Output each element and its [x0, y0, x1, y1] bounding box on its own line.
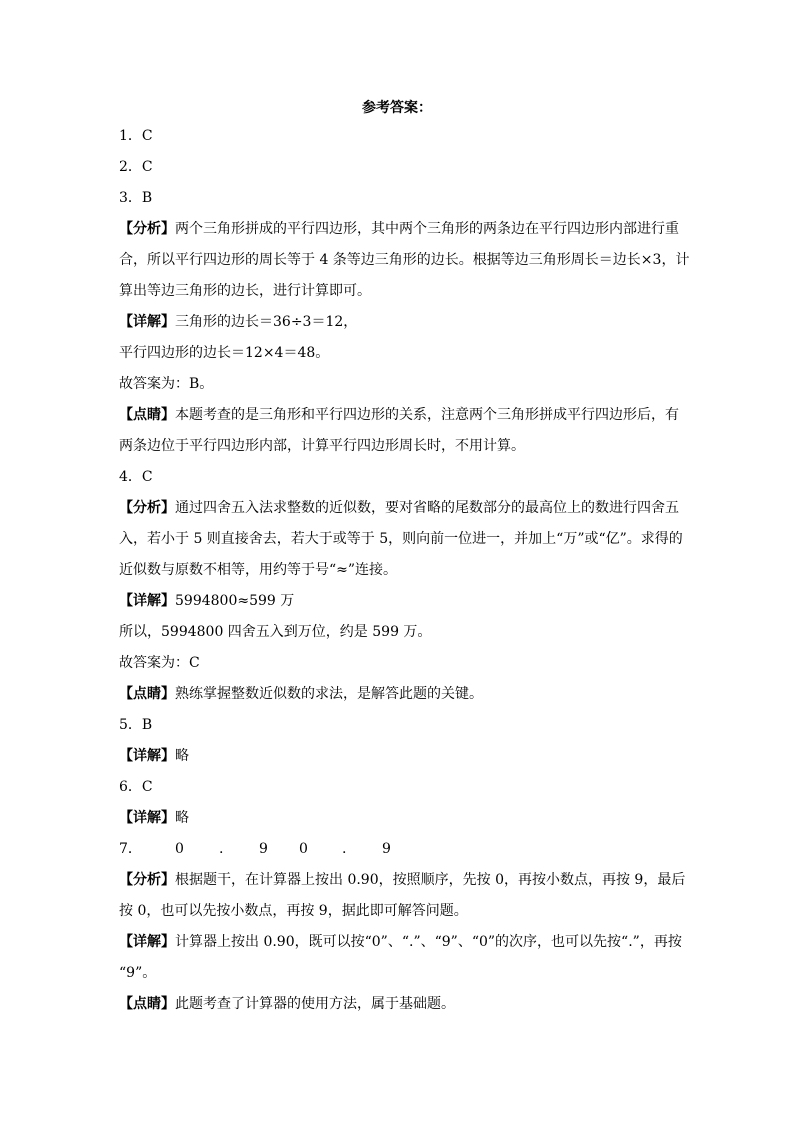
- answer-7-blank-2: .: [219, 841, 224, 857]
- detail-tag: 【详解】: [119, 810, 175, 826]
- q7-detail-line-2: “9”。: [119, 965, 157, 981]
- comment-tag: 【点睛】: [119, 407, 175, 423]
- detail-tag: 【详解】: [119, 748, 175, 764]
- answer-5: 5．B: [119, 717, 153, 733]
- answer-7-blank-5: .: [342, 841, 347, 857]
- q3-analysis-line-1: [119, 214, 679, 245]
- q7-analysis-text-1: 根据题干，在计算器上按出 0.90，按照顺序，先按 0，再按小数点，再按 9，最后: [175, 872, 686, 888]
- detail-tag: 【详解】: [119, 593, 175, 609]
- answer-3: 3．B: [119, 190, 153, 206]
- q7-comment-text-1: 此题考查了计算器的使用方法，属于基础题。: [175, 996, 455, 1012]
- q7-detail-text-1: 计算器上按出 0.90，既可以按“0”、“.”、“9”、“0”的次序，也可以先按“.”，再按: [175, 934, 682, 950]
- q4-comment-line-1: [119, 679, 679, 710]
- q5-detail-line-1: [119, 741, 679, 772]
- q3-comment-line-1: [119, 400, 679, 431]
- q6-detail-text-1: 略: [175, 810, 189, 826]
- q3-comment-line-2: 两条边位于平行四边形内部，计算平行四边形周长时，不用计算。: [119, 438, 525, 454]
- q7-detail-line-1: [119, 927, 682, 958]
- answer-7-blank-6: 9: [382, 841, 391, 857]
- answer-2: 2．C: [119, 159, 153, 175]
- q4-answer: 故答案为：C: [119, 655, 200, 671]
- q4-analysis-line-1: [119, 493, 679, 524]
- answer-1: 1．C: [119, 128, 153, 144]
- q4-comment-text-1: 熟练掌握整数近似数的求法，是解答此题的关键。: [175, 686, 483, 702]
- q3-detail-line-2: 平行四边形的边长＝12×4＝48。: [119, 345, 330, 361]
- answer-7: [119, 834, 679, 865]
- q6-detail-line-1: [119, 803, 679, 834]
- q4-analysis-line-2: 入，若小于 5 则直接舍去，若大于或等于 5，则向前一位进一，并加上“万”或“亿”。求得的: [119, 531, 683, 547]
- answer-7-blank-4: 0: [299, 841, 308, 857]
- q3-analysis-text-1: 两个三角形拼成的平行四边形，其中两个三角形的两条边在平行四边形内部进行重: [175, 221, 679, 237]
- q4-detail-line-2: 所以，5994800 四舍五入到万位，约是 599 万。: [119, 624, 432, 640]
- answer-7-blank-3: 9: [259, 841, 268, 857]
- q4-detail-line-1: [119, 586, 679, 617]
- q7-comment-line-1: [119, 989, 679, 1020]
- answer-4: 4．C: [119, 469, 153, 485]
- page-title: 参考答案：: [362, 100, 432, 116]
- answer-7-number: 7．: [119, 841, 142, 857]
- q4-detail-text-1: 5994800≈599 万: [175, 593, 295, 609]
- analysis-tag: 【分析】: [119, 872, 175, 888]
- q4-analysis-text-1: 通过四舍五入法求整数的近似数，要对省略的尾数部分的最高位上的数进行四舍五: [175, 500, 679, 516]
- q3-detail-line-1: [119, 307, 679, 338]
- comment-tag: 【点睛】: [119, 686, 175, 702]
- analysis-tag: 【分析】: [119, 500, 175, 516]
- answer-7-blank-1: 0: [175, 841, 184, 857]
- detail-tag: 【详解】: [119, 934, 175, 950]
- answer-6: 6．C: [119, 779, 153, 795]
- analysis-tag: 【分析】: [119, 221, 175, 237]
- q3-detail-text-1: 三角形的边长＝36÷3＝12，: [175, 314, 358, 330]
- q5-detail-text-1: 略: [175, 748, 189, 764]
- answers-body: [119, 121, 690, 1020]
- q3-analysis-line-3: 算出等边三角形的边长，进行计算即可。: [119, 283, 371, 299]
- q3-answer: 故答案为：B。: [119, 376, 214, 392]
- q7-analysis-line-2: 按 0，也可以先按小数点，再按 9，据此即可解答问题。: [119, 903, 468, 919]
- q7-analysis-line-1: [119, 865, 686, 896]
- q3-analysis-line-2: 合，所以平行四边形的周长等于 4 条等边三角形的边长。根据等边三角形周长＝边长×3，计: [119, 252, 690, 268]
- detail-tag: 【详解】: [119, 314, 175, 330]
- q4-analysis-line-3: 近似数与原数不相等，用约等于号“≈”连接。: [119, 562, 398, 578]
- q3-comment-text-1: 本题考查的是三角形和平行四边形的关系，注意两个三角形拼成平行四边形后，有: [175, 407, 679, 423]
- comment-tag: 【点睛】: [119, 996, 175, 1012]
